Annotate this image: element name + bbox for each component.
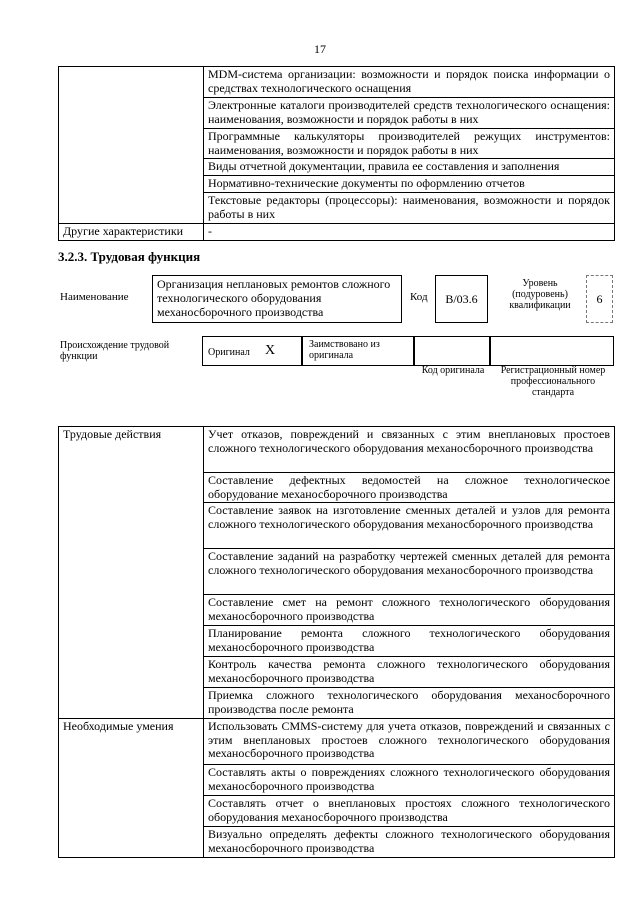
original-label: Оригинал: [208, 347, 250, 358]
top-table-row: Текстовые редакторы (процессоры): наименования, возможности и порядок работы в них: [204, 193, 615, 224]
main-table: [58, 426, 615, 858]
reg-number-box: [490, 336, 614, 366]
top-table-row: Нормативно-технические документы по оформлению отчетов: [204, 176, 615, 193]
name-label: Наименование: [60, 291, 129, 303]
skill-item: Составлять отчет о внеплановых простоях сложного технологического оборудования механосборочного производства: [204, 796, 615, 827]
origin-label: Происхождение трудовой функции: [60, 340, 170, 362]
borrowed-label: Заимствовано из оригинала: [309, 339, 380, 361]
labor-action-item: Составление заданий на разработку чертежей сменных деталей для ремонта сложного технологического оборудования механосборочного производства: [204, 549, 615, 595]
page-number: 17: [314, 42, 326, 56]
code-value: B/03.6: [445, 292, 478, 306]
other-characteristics-value: -: [204, 224, 615, 241]
labor-actions-label: Трудовые действия: [59, 427, 204, 719]
labor-action-item: Учет отказов, повреждений и связанных с этим внеплановых простоев сложного технологического оборудования механосборочного производства: [204, 427, 615, 473]
code-original-box: [414, 336, 490, 366]
code-label: Код: [410, 291, 428, 303]
level-box: [586, 275, 613, 323]
borrowed-box: [302, 336, 414, 366]
code-box: [435, 275, 488, 323]
labor-action-item: Составление заявок на изготовление сменных деталей и узлов для ремонта сложного технологического оборудования механосборочного производства: [204, 503, 615, 549]
section-title: 3.2.3. Трудовая функция: [58, 249, 201, 264]
skill-item: Визуально определять дефекты сложного технологического оборудования механосборочного производства: [204, 827, 615, 858]
top-table-row: Виды отчетной документации, правила ее составления и заполнения: [204, 159, 615, 176]
original-box: [202, 336, 302, 366]
labor-action-item: Приемка сложного технологического оборудования механосборочного производства после ремонта: [204, 688, 615, 719]
reg-number-label: Регистрационный номер профессионального стандарта: [500, 365, 606, 398]
top-table-row: MDM-система организации: возможности и порядок поиска информации о средствах технологического оснащения: [204, 67, 615, 98]
top-table-empty-label: [59, 67, 204, 224]
name-box: [152, 275, 402, 323]
skill-item: Составлять акты о повреждениях сложного технологического оборудования механосборочного производства: [204, 765, 615, 796]
level-value: 6: [596, 292, 603, 306]
labor-action-item: Контроль качества ремонта сложного технологического оборудования механосборочного производства: [204, 657, 615, 688]
other-characteristics-label: Другие характеристики: [59, 224, 204, 241]
labor-action-item: Планирование ремонта сложного технологического оборудования механосборочного производства: [204, 626, 615, 657]
level-label: Уровень (подуровень) квалификации: [509, 278, 571, 311]
code-original-label: Код оригинала: [421, 365, 485, 376]
labor-action-item: Составление смет на ремонт сложного технологического оборудования механосборочного производства: [204, 595, 615, 626]
top-table-row: Электронные каталоги производителей средств технологического оснащения: наименования, возможности и порядок работы в них: [204, 98, 615, 129]
top-table: [58, 66, 615, 241]
top-table-row: Программные калькуляторы производителей режущих инструментов: наименования, возможности и порядок работы в них: [204, 129, 615, 159]
skills-label: Необходимые умения: [59, 719, 204, 858]
labor-action-item: Составление дефектных ведомостей на сложное технологическое оборудование механосборочного производства: [204, 473, 615, 503]
name-value: Организация неплановых ремонтов сложного технологического оборудования механосборочного производства: [157, 277, 391, 319]
original-mark: X: [265, 343, 276, 358]
skill-item: Использовать CMMS-систему для учета отказов, повреждений и связанных с этим внеплановых простоев сложного технологического оборудования механосборочного производства: [204, 719, 615, 765]
